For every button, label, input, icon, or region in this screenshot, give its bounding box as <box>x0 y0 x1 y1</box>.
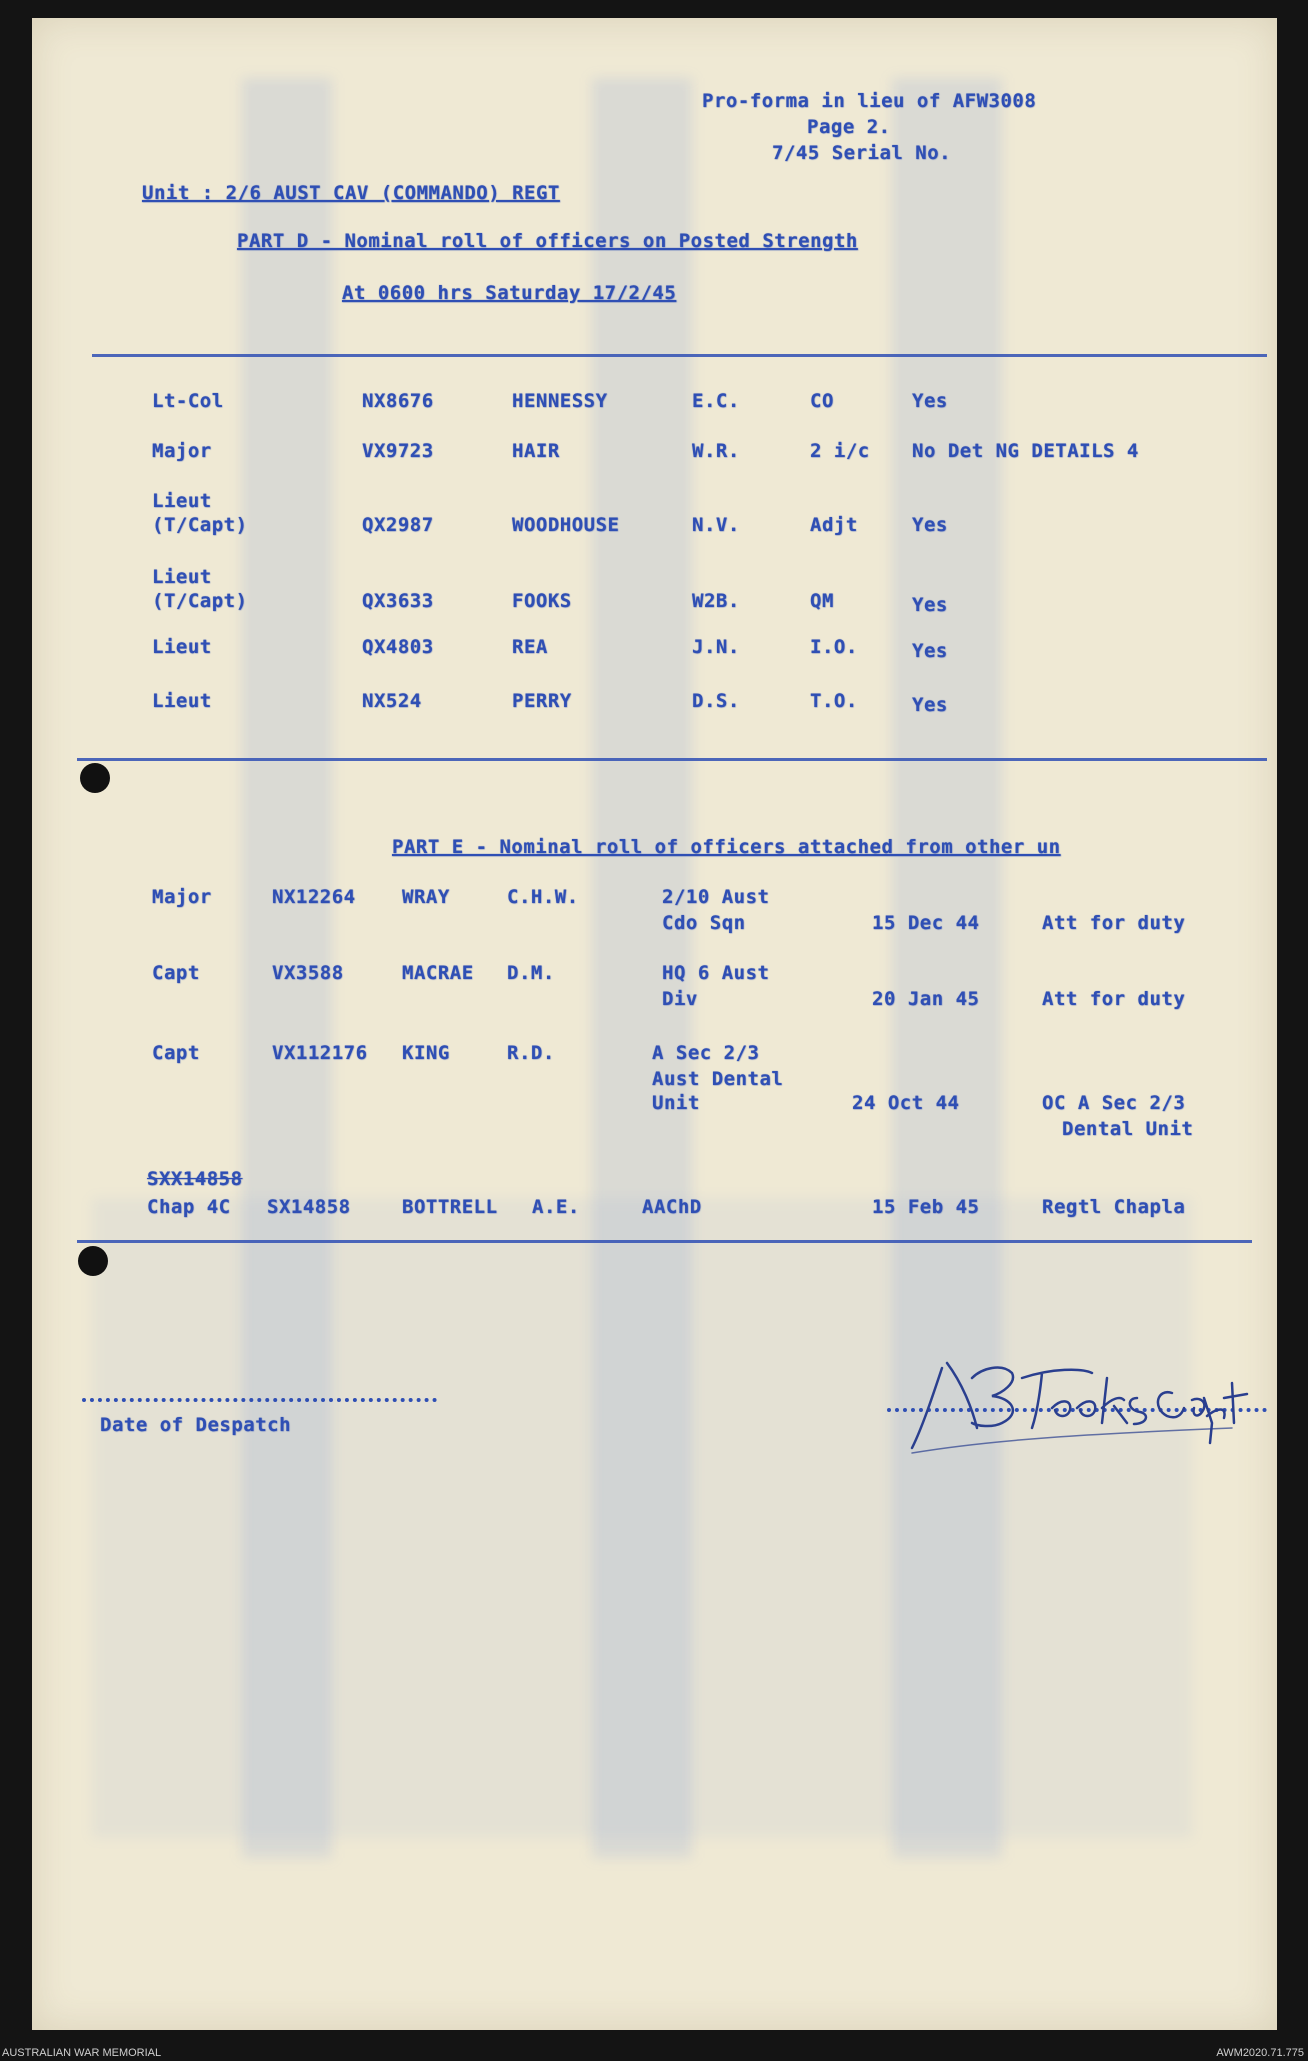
row-number: VX9723 <box>362 440 434 462</box>
row-name: PERRY <box>512 690 572 712</box>
part-d-title: PART D - Nominal roll of officers on Posted Strength <box>237 230 858 252</box>
row-unit-secondary: Aust Dental <box>652 1068 784 1090</box>
row-name: HAIR <box>512 440 560 462</box>
row-initials: C.H.W. <box>507 886 579 908</box>
punch-hole <box>78 1246 108 1276</box>
row-name: WOODHOUSE <box>512 514 620 536</box>
row-initials: D.M. <box>507 962 555 984</box>
part-e-title: PART E - Nominal roll of officers attached from other un <box>392 836 1061 858</box>
row-initials: A.E. <box>532 1196 580 1218</box>
row-rank: Capt <box>152 1042 200 1064</box>
despatch-dotted-line <box>82 1398 437 1402</box>
row-number: NX12264 <box>272 886 356 908</box>
row-date: 15 Feb 45 <box>872 1196 980 1218</box>
row-status: Yes <box>912 594 948 616</box>
header-serial-line: 7/45 Serial No. <box>772 142 952 164</box>
row-rank: Lieut <box>152 636 212 658</box>
row-unit: A Sec 2/3 <box>652 1042 760 1064</box>
signature <box>852 1338 1272 1468</box>
row-name: HENNESSY <box>512 390 608 412</box>
row-name: WRAY <box>402 886 450 908</box>
row-appointment: Adjt <box>810 514 858 536</box>
horizontal-rule <box>77 1240 1252 1243</box>
row-unit: HQ 6 Aust <box>662 962 770 984</box>
row-rank-struck: SXX14858 <box>147 1168 243 1190</box>
row-appointment: CO <box>810 390 834 412</box>
row-rank-secondary: (T/Capt) <box>152 590 248 612</box>
row-appointment: I.O. <box>810 636 858 658</box>
row-date: 15 Dec 44 <box>872 912 980 934</box>
row-number: NX8676 <box>362 390 434 412</box>
part-d-subtitle: At 0600 hrs Saturday 17/2/45 <box>342 282 677 304</box>
row-initials: J.N. <box>692 636 740 658</box>
row-rank-secondary: (T/Capt) <box>152 514 248 536</box>
row-initials: R.D. <box>507 1042 555 1064</box>
row-rank: Major <box>152 886 212 908</box>
unit-line: Unit : 2/6 AUST CAV (COMMANDO) REGT <box>142 182 560 204</box>
row-name: REA <box>512 636 548 658</box>
row-remark: Att for duty <box>1042 912 1186 934</box>
row-unit-secondary: Cdo Sqn <box>662 912 746 934</box>
footer-right: AWM2020.71.775 <box>1216 2047 1304 2059</box>
row-rank: Major <box>152 440 212 462</box>
show-through-band <box>92 1198 1192 1838</box>
row-number: QX3633 <box>362 590 434 612</box>
row-rank: Lieut <box>152 490 212 512</box>
row-number: NX524 <box>362 690 422 712</box>
row-number: VX112176 <box>272 1042 368 1064</box>
row-initials: N.V. <box>692 514 740 536</box>
row-rank: Capt <box>152 962 200 984</box>
horizontal-rule <box>77 758 1267 761</box>
horizontal-rule <box>92 354 1267 357</box>
row-name: BOTTRELL <box>402 1196 498 1218</box>
row-date: 24 Oct 44 <box>852 1092 960 1114</box>
row-name: KING <box>402 1042 450 1064</box>
row-remark-secondary: Dental Unit <box>1062 1118 1194 1140</box>
row-unit-tertiary: Unit <box>652 1092 700 1114</box>
row-name: MACRAE <box>402 962 474 984</box>
row-initials: E.C. <box>692 390 740 412</box>
header-page-line: Page 2. <box>807 116 891 138</box>
row-status: Yes <box>912 514 948 536</box>
document-sheet <box>32 18 1277 2030</box>
row-status: Yes <box>912 390 948 412</box>
row-number: QX4803 <box>362 636 434 658</box>
row-appointment: 2 i/c <box>810 440 870 462</box>
row-number: QX2987 <box>362 514 434 536</box>
row-appointment: T.O. <box>810 690 858 712</box>
row-unit: 2/10 Aust <box>662 886 770 908</box>
row-number: VX3588 <box>272 962 344 984</box>
row-rank: Lt-Col <box>152 390 224 412</box>
row-unit-secondary: Div <box>662 988 698 1010</box>
row-unit: AAChD <box>642 1196 702 1218</box>
row-rank: Lieut <box>152 566 212 588</box>
row-initials: W.R. <box>692 440 740 462</box>
row-remark: Regtl Chapla <box>1042 1196 1186 1218</box>
header-form-line: Pro-forma in lieu of AFW3008 <box>702 90 1037 112</box>
row-rank: Chap 4C <box>147 1196 231 1218</box>
row-initials: D.S. <box>692 690 740 712</box>
row-status: Yes <box>912 694 948 716</box>
row-status: Yes <box>912 640 948 662</box>
row-name: FOOKS <box>512 590 572 612</box>
row-remark: Att for duty <box>1042 988 1186 1010</box>
row-number: SX14858 <box>267 1196 351 1218</box>
row-remark: OC A Sec 2/3 <box>1042 1092 1186 1114</box>
despatch-label: Date of Despatch <box>100 1414 292 1436</box>
row-rank: Lieut <box>152 690 212 712</box>
row-appointment: QM <box>810 590 834 612</box>
punch-hole <box>80 763 110 793</box>
footer-left: AUSTRALIAN WAR MEMORIAL <box>2 2047 162 2059</box>
row-status: No Det NG DETAILS 4 <box>912 440 1139 462</box>
row-initials: W2B. <box>692 590 740 612</box>
row-date: 20 Jan 45 <box>872 988 980 1010</box>
